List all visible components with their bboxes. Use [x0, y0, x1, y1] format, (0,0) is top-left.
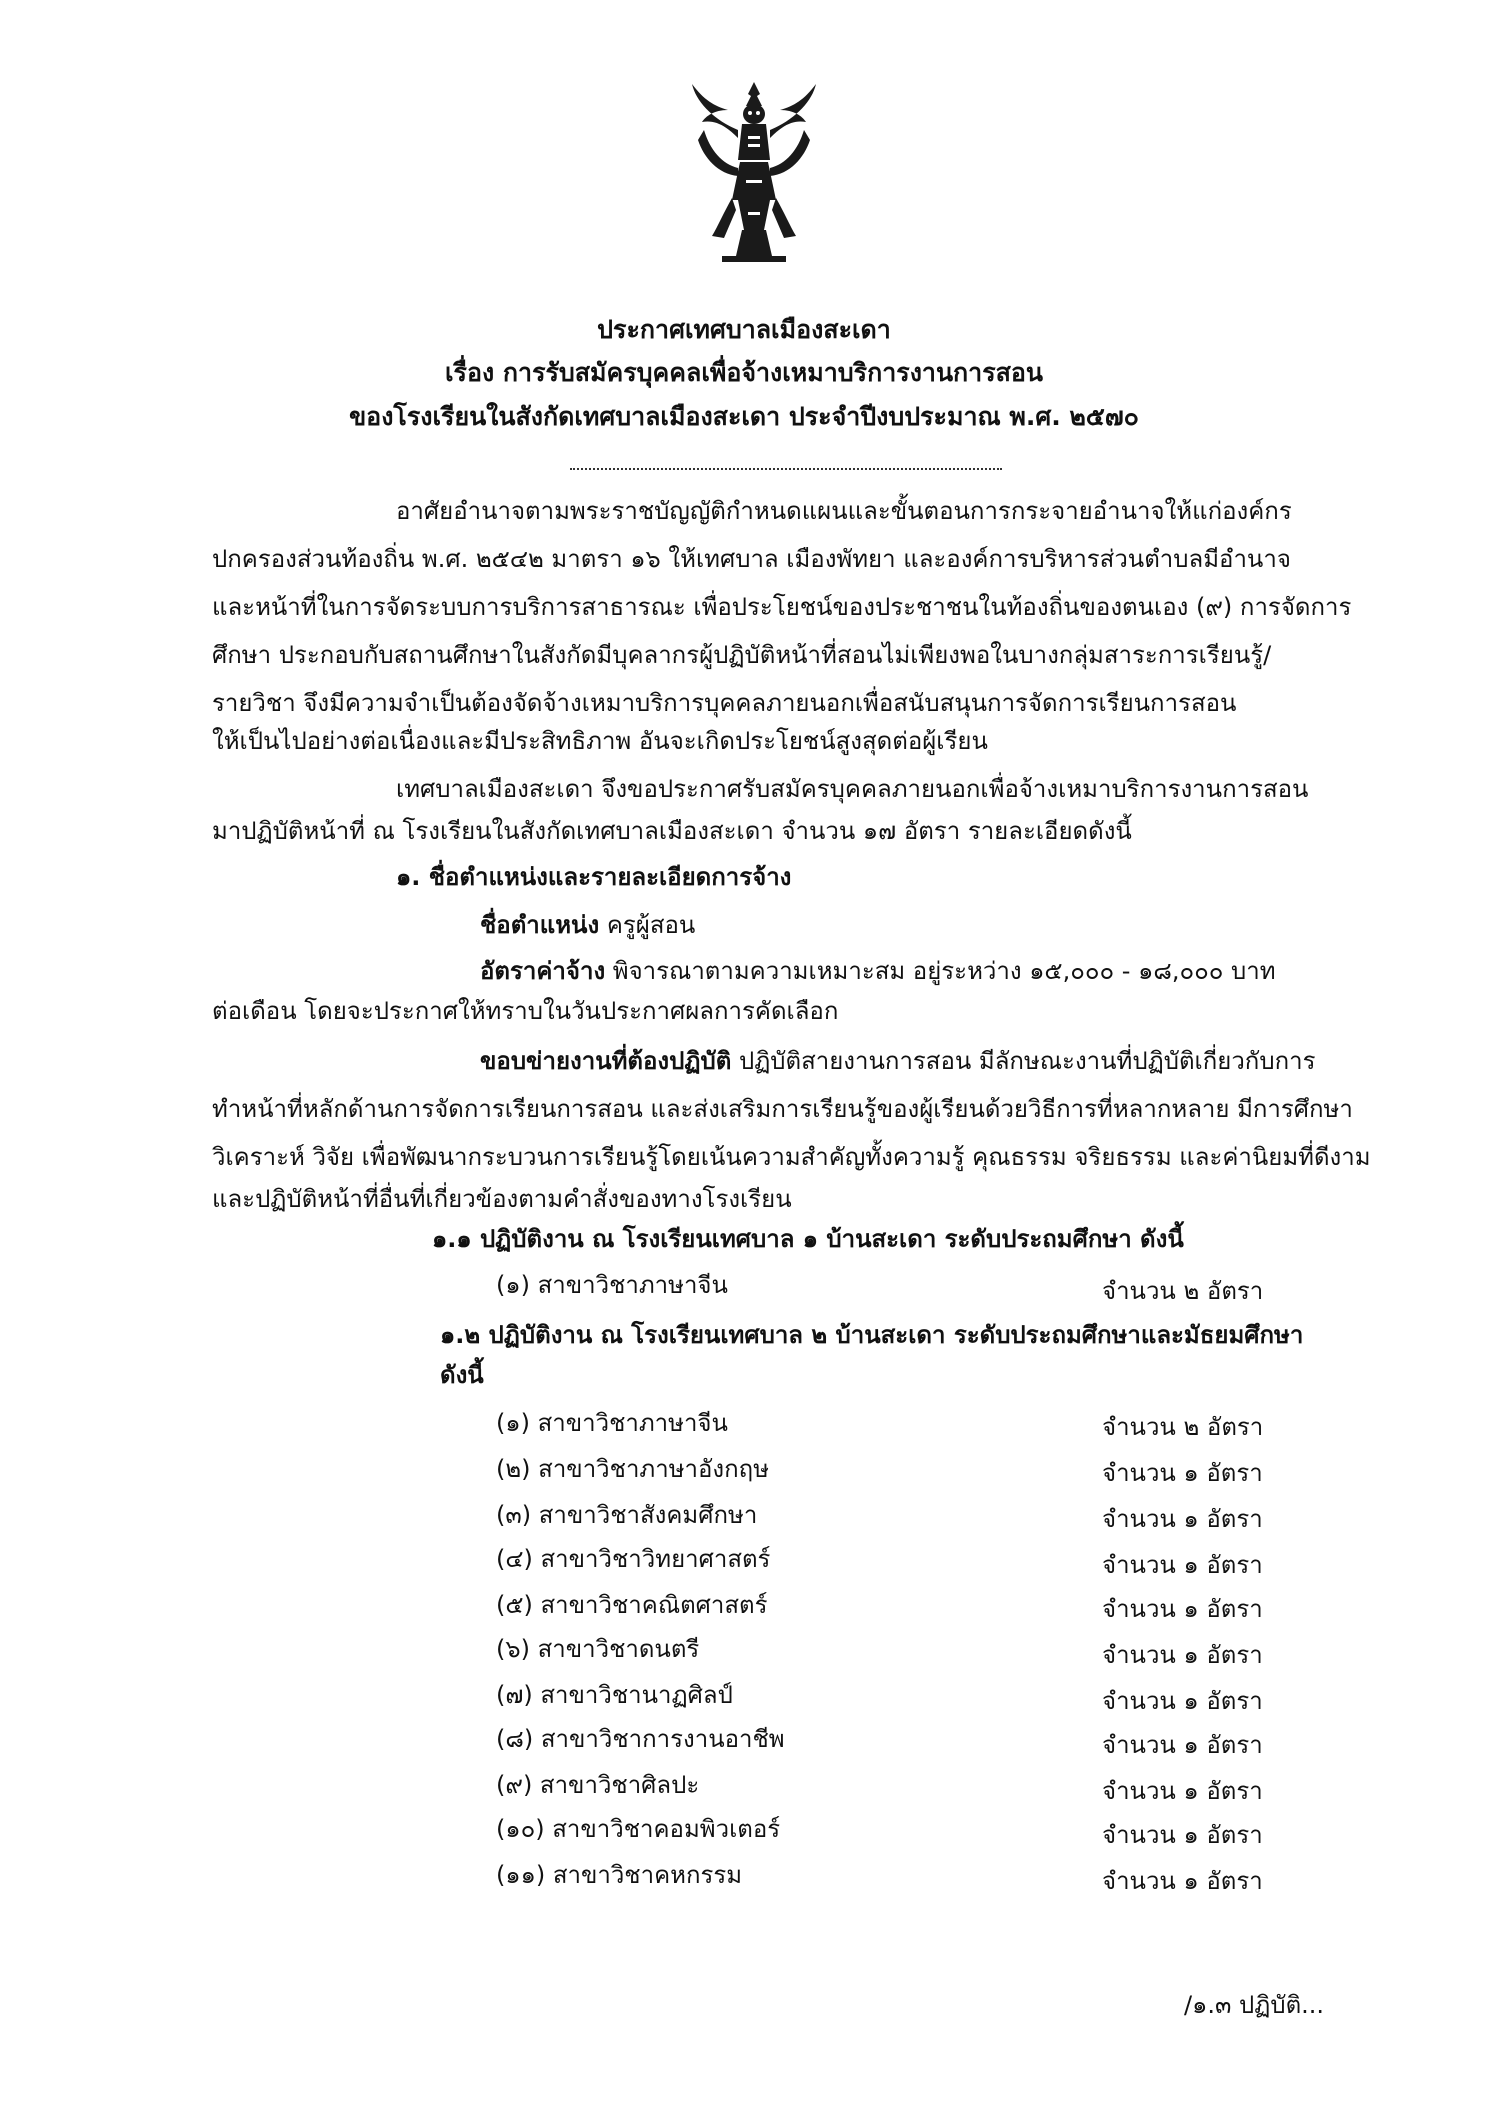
school2-heading: ๑.๒ ปฏิบัติงาน ณ โรงเรียนเทศบาล ๒ บ้านสะเดา ระดับประถมศึกษาและมัธยมศึกษา [440, 1321, 1304, 1349]
intro-line: รายวิชา จึงมีความจำเป็นต้องจัดจ้างเหมาบริการบุคคลภายนอกเพื่อสนับสนุนการจัดการเรียนการสอน [212, 689, 1237, 717]
garuda-emblem [684, 80, 824, 270]
position-value: ครูผู้สอน [606, 911, 696, 939]
list-item-label: (๑) สาขาวิชาภาษาจีน [496, 1271, 728, 1299]
list-item-count: จำนวน ๑ อัตรา [1102, 1595, 1263, 1623]
intro-line: ปกครองส่วนท้องถิ่น พ.ศ. ๒๕๔๒ มาตรา ๑๖ ให้เทศบาล เมืองพัทยา และองค์การบริหารส่วนตำบลมีอำนาจ [212, 545, 1291, 573]
school2-heading-cont: ดังนี้ [440, 1361, 484, 1389]
intro-line: ศึกษา ประกอบกับสถานศึกษาในสังกัดมีบุคลากรผู้ปฏิบัติหน้าที่สอนไม่เพียงพอในบางกลุ่มสาระการเรียนรู้/ [212, 641, 1272, 669]
list-item-count: จำนวน ๑ อัตรา [1102, 1867, 1263, 1895]
list-item-label: (๒) สาขาวิชาภาษาอังกฤษ [496, 1455, 770, 1483]
list-item-count: จำนวน ๑ อัตรา [1102, 1641, 1263, 1669]
page-continuation: /๑.๓ ปฏิบัติ... [1184, 1991, 1325, 2019]
list-item-label: (๑๑) สาขาวิชาคหกรรม [496, 1861, 743, 1889]
list-item-count: จำนวน ๑ อัตรา [1102, 1731, 1263, 1759]
section-heading: ๑. ชื่อตำแหน่งและรายละเอียดการจ้าง [396, 863, 792, 891]
scope-line: วิเคราะห์ วิจัย เพื่อพัฒนากระบวนการเรียนรู้โดยเน้นความสำคัญทั้งความรู้ คุณธรรม จริยธรรม และค่านิยมที่ดีงาม [212, 1143, 1371, 1171]
list-item-count: จำนวน ๑ อัตรา [1102, 1459, 1263, 1487]
intro-line: อาศัยอำนาจตามพระราชบัญญัติกำหนดแผนและขั้นตอนการกระจายอำนาจให้แก่องค์กร [396, 497, 1292, 525]
rate-value: พิจารณาตามความเหมาะสม อยู่ระหว่าง ๑๕,๐๐๐ - ๑๘,๐๐๐ บาท [612, 957, 1276, 985]
list-item-count: จำนวน ๑ อัตรา [1102, 1777, 1263, 1805]
intro-line: และหน้าที่ในการจัดระบบการบริการสาธารณะ เพื่อประโยชน์ของประชาชนในท้องถิ่นของตนเอง (๙) การจัดการ [212, 593, 1352, 621]
scope-line: ทำหน้าที่หลักด้านการจัดการเรียนการสอน และส่งเสริมการเรียนรู้ของผู้เรียนด้วยวิธีการที่หลากหลาย มีการศึกษา [212, 1095, 1353, 1123]
list-item-count: จำนวน ๑ อัตรา [1102, 1821, 1263, 1849]
intro-line: เทศบาลเมืองสะเดา จึงขอประกาศรับสมัครบุคคลภายนอกเพื่อจ้างเหมาบริการงานการสอน [396, 775, 1309, 803]
list-item-label: (๔) สาขาวิชาวิทยาศาสตร์ [496, 1545, 771, 1573]
list-item-label: (๙) สาขาวิชาศิลปะ [496, 1771, 700, 1799]
scope-value: ปฏิบัติสายงานการสอน มีลักษณะงานที่ปฏิบัติเกี่ยวกับการ [738, 1047, 1316, 1075]
rate-label: อัตราค่าจ้าง [480, 957, 606, 985]
position-label: ชื่อตำแหน่ง [480, 911, 600, 939]
intro-line: มาปฏิบัติหน้าที่ ณ โรงเรียนในสังกัดเทศบาลเมืองสะเดา จำนวน ๑๗ อัตรา รายละเอียดดังนี้ [212, 817, 1132, 845]
list-item-count: จำนวน ๒ อัตรา [1102, 1413, 1264, 1441]
announcement-subject: เรื่อง การรับสมัครบุคคลเพื่อจ้างเหมาบริการงานการสอน [445, 358, 1043, 387]
announcement-title: ประกาศเทศบาลเมืองสะเดา [597, 315, 891, 344]
list-item-label: (๑๐) สาขาวิชาคอมพิวเตอร์ [496, 1815, 781, 1843]
list-item-label: (๑) สาขาวิชาภาษาจีน [496, 1409, 728, 1437]
school1-heading: ๑.๑ ปฏิบัติงาน ณ โรงเรียนเทศบาล ๑ บ้านสะเดา ระดับประถมศึกษา ดังนี้ [432, 1225, 1184, 1253]
scope-row [480, 1044, 1315, 1078]
title-divider [570, 468, 1002, 470]
list-item-count: จำนวน ๑ อัตรา [1102, 1687, 1263, 1715]
position-row [480, 908, 695, 942]
rate-row [480, 954, 1276, 988]
intro-line: ให้เป็นไปอย่างต่อเนื่องและมีประสิทธิภาพ อันจะเกิดประโยชน์สูงสุดต่อผู้เรียน [212, 727, 988, 755]
announcement-subject-line2: ของโรงเรียนในสังกัดเทศบาลเมืองสะเดา ประจำปีงบประมาณ พ.ศ. ๒๕๗๐ [349, 402, 1139, 431]
scope-line: และปฏิบัติหน้าที่อื่นที่เกี่ยวข้องตามคำสั่งของทางโรงเรียน [212, 1185, 792, 1213]
list-item-count: จำนวน ๒ อัตรา [1102, 1277, 1264, 1305]
list-item-label: (๖) สาขาวิชาดนตรี [496, 1635, 700, 1663]
list-item-label: (๓) สาขาวิชาสังคมศึกษา [496, 1501, 758, 1529]
list-item-count: จำนวน ๑ อัตรา [1102, 1505, 1263, 1533]
rate-continuation: ต่อเดือน โดยจะประกาศให้ทราบในวันประกาศผลการคัดเลือก [212, 997, 839, 1025]
list-item-count: จำนวน ๑ อัตรา [1102, 1551, 1263, 1579]
list-item-label: (๗) สาขาวิชานาฏศิลป์ [496, 1681, 733, 1709]
list-item-label: (๕) สาขาวิชาคณิตศาสตร์ [496, 1591, 768, 1619]
scope-label: ขอบข่ายงานที่ต้องปฏิบัติ [480, 1047, 732, 1075]
list-item-label: (๘) สาขาวิชาการงานอาชีพ [496, 1725, 785, 1753]
